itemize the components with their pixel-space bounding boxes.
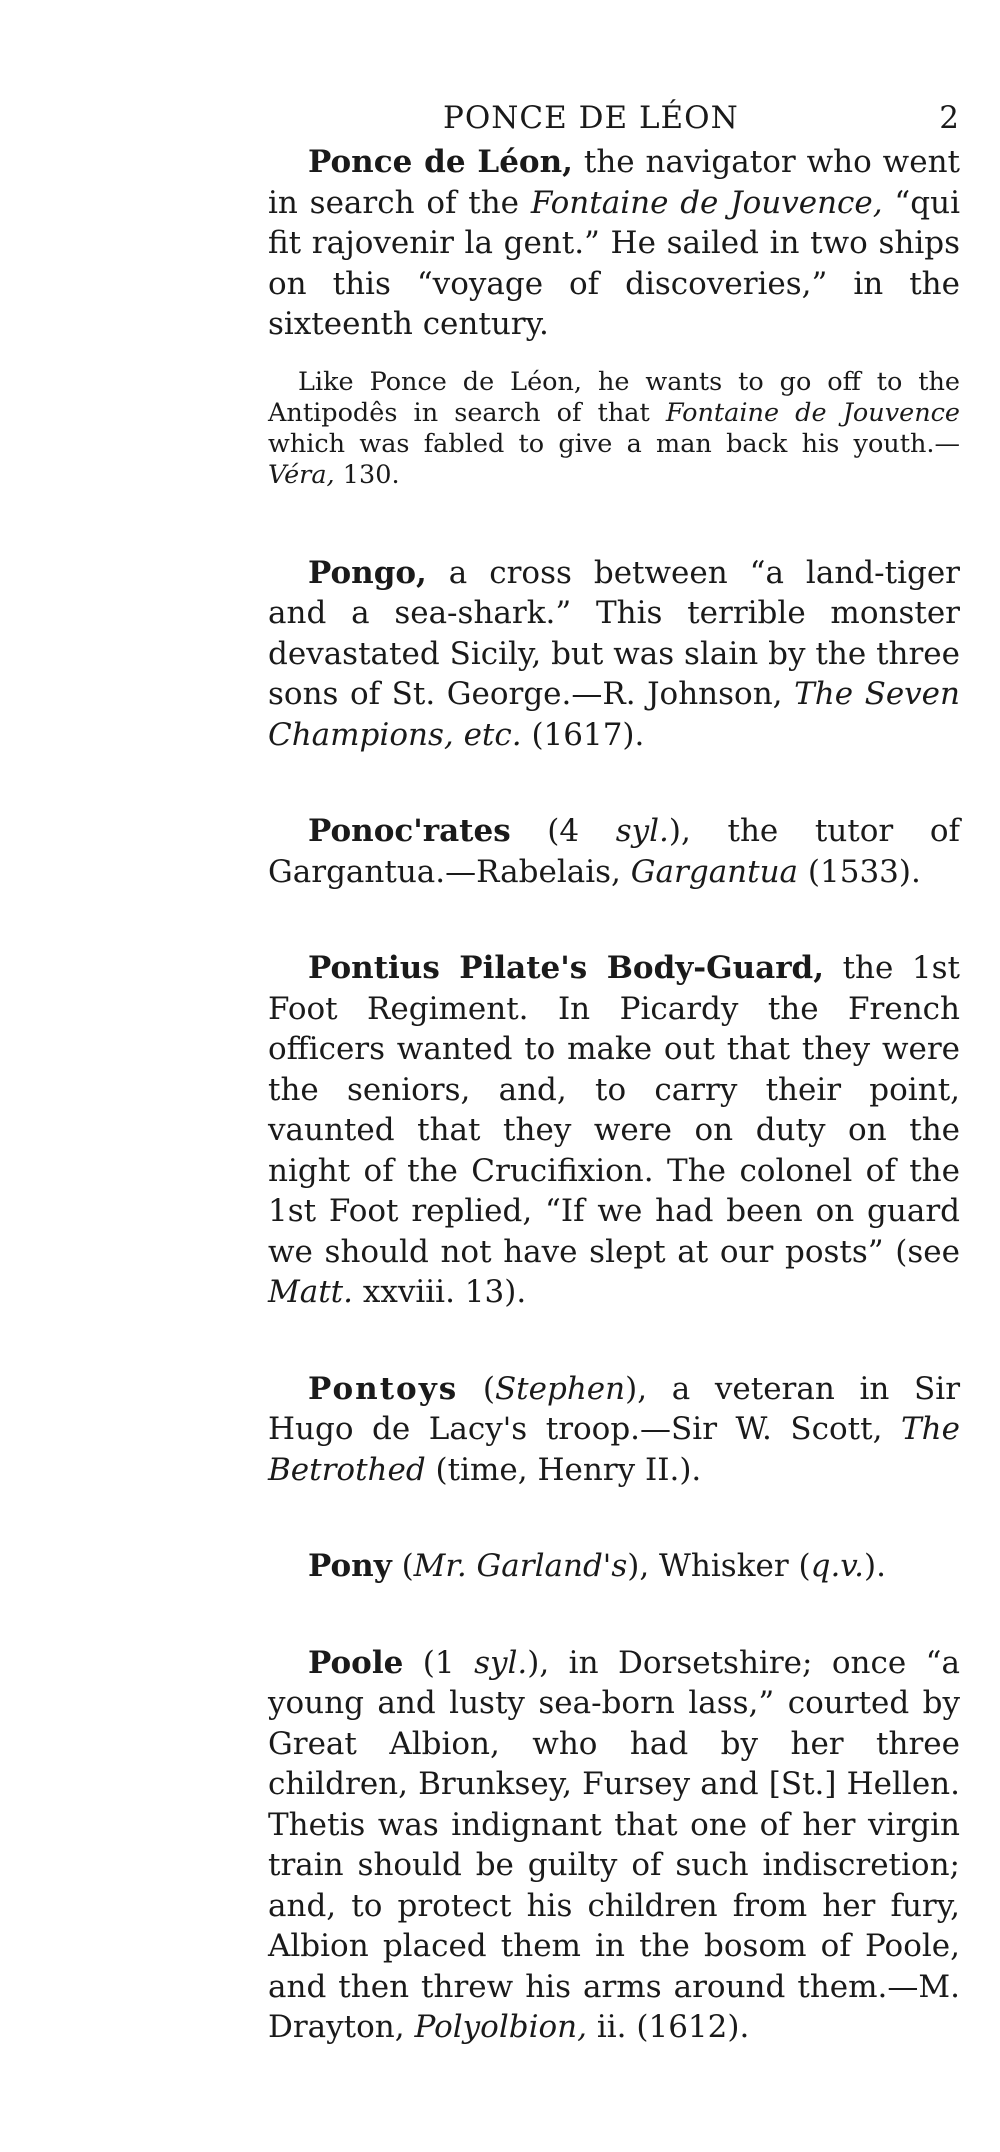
entry-italic: Mr. Garland's [413, 1548, 628, 1584]
spacer [268, 1490, 960, 1546]
headword: Poole [308, 1644, 404, 1681]
entry-text: ( [391, 1548, 414, 1584]
quote-italic: Fontaine de Jouvence [665, 397, 961, 428]
entry-text: ), a veteran in Sir Hugo de Lacy's troop.—Sir W. Scott, [268, 1370, 961, 1447]
entry-text: xxviii. 13). [353, 1274, 527, 1310]
entry-text: (time, Henry II.). [425, 1451, 702, 1488]
headword: Pongo, [308, 554, 427, 591]
headword: Pony [308, 1548, 392, 1584]
quote-text: Like Ponce de Léon, he wants to go off to the Antipodês in search of that [268, 366, 960, 428]
quote-ponce-de-leon [268, 367, 960, 491]
headword: Ponoc'rates [308, 813, 511, 849]
quote-italic: Véra, [268, 459, 335, 490]
quote-text: which was fabled to give a man back his youth.— [268, 428, 960, 459]
entry-italic: q.v. [810, 1548, 864, 1584]
entry-text: (1533). [798, 853, 921, 890]
page-header [268, 92, 960, 142]
entry-text: the 1st Foot Regiment. In Picardy the French officers wanted to make out that they were the seniors, and, to carry their point, vaunted that they were on duty on the night of the Crucifixion. The colonel of the 1st Foot replied, “If we had been on guard we should not have slept at our posts” (see [268, 950, 960, 1270]
entry-text: “qui fit rajovenir la gent.” He sailed in two ships on this “voyage of discoveries,” in the sixteenth century. [268, 184, 960, 342]
headword: Pontoys [308, 1370, 459, 1407]
entry-poole [268, 1643, 960, 2048]
headword: Ponce de Léon, [308, 144, 573, 180]
entry-text: ), Whisker ( [627, 1548, 811, 1584]
entry-italic: The Betrothed [268, 1411, 960, 1488]
entry-italic: Polyolbion, [414, 2009, 587, 2045]
spacer [268, 491, 960, 553]
entry-pony [268, 1546, 960, 1587]
entry-italic: syl. [615, 813, 669, 849]
entry-ponce-de-leon [268, 142, 960, 345]
entry-ponocrates [268, 811, 960, 892]
spacer [268, 1587, 960, 1643]
entry-italic: Fontaine de Jouvence, [530, 184, 883, 221]
running-title: PONCE DE LÉON [443, 100, 739, 136]
entry-italic: Gargantua [630, 853, 799, 890]
entry-text: ), in Dorsetshire; once “a young and lusty sea-born lass,” courted by Great Albion, who had by her three children, Brunksey, Fursey and [St.] Hellen. Thetis was indignant that one of her virgin train should be guilty of such indiscretion; and, to protect his children from her fury, Albion placed them in the bosom of Poole, and then threw his arms around them.—M. Drayton, [268, 1644, 960, 2045]
entry-italic: Matt. [268, 1274, 353, 1310]
entry-text: ). [864, 1548, 886, 1584]
spacer [268, 892, 960, 948]
spacer [268, 755, 960, 811]
entry-pontius-pilates-body-guard [268, 948, 960, 1313]
entry-pongo [268, 553, 960, 756]
entry-text: the navigator who went in search of the [268, 144, 960, 221]
entry-italic: The Seven Champions, etc. [268, 676, 960, 753]
spacer [268, 1313, 960, 1369]
page [268, 92, 960, 2048]
entry-italic: Stephen [494, 1370, 626, 1407]
entry-text: ), the tutor of Gargantua.—Rabelais, [268, 813, 960, 890]
quote-text: 130. [334, 459, 400, 490]
entry-text: ( [458, 1370, 495, 1407]
entry-italic: syl. [474, 1644, 528, 1681]
entry-pontoys [268, 1369, 960, 1491]
entry-text: (4 [510, 813, 616, 849]
headword: Pontius Pilate's Body-Guard, [308, 950, 825, 986]
entry-text: (1 [403, 1644, 475, 1681]
entry-text: a cross between “a land-tiger and a sea-shark.” This terrible monster devastated Sicily, but was slain by the three sons of St. George.—R. Johnson, [268, 554, 960, 712]
entry-text: ii. (1612). [586, 2009, 750, 2045]
entry-text: (1617). [521, 716, 645, 753]
page-number: 2 [939, 100, 960, 136]
